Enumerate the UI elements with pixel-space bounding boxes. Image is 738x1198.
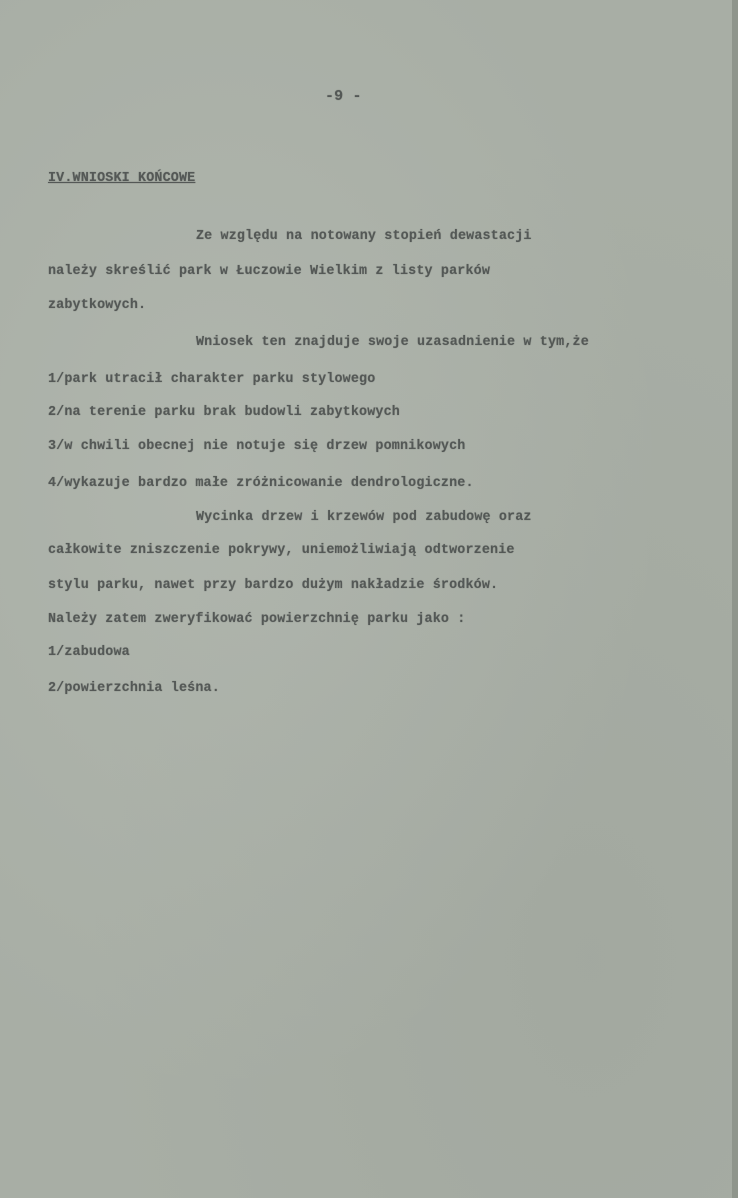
text-line: zabytkowych. <box>48 298 147 313</box>
section-heading: IV.WNIOSKI KOŃCOWE <box>48 171 196 186</box>
list-item: 3/w chwili obecnej nie notuje się drzew pomnikowych <box>48 439 466 454</box>
text-line: Należy zatem zweryfikować powierzchnię parku jako : <box>48 612 466 627</box>
text-line: Ze względu na notowany stopień dewastacji <box>196 229 532 244</box>
page-number: -9 - <box>325 88 362 105</box>
text-line: całkowite zniszczenie pokrywy, uniemożliwiają odtworzenie <box>48 543 515 558</box>
list-item: 1/zabudowa <box>48 645 130 660</box>
list-item: 1/park utracił charakter parku stylowego <box>48 372 376 387</box>
text-line: stylu parku, nawet przy bardzo dużym nakładzie środków. <box>48 578 499 593</box>
text-line: Wniosek ten znajduje swoje uzasadnienie w tym,że <box>196 335 589 350</box>
list-item: 2/na terenie parku brak budowli zabytkowych <box>48 405 400 420</box>
text-line: należy skreślić park w Łuczowie Wielkim z listy parków <box>48 264 491 279</box>
list-item: 4/wykazuje bardzo małe zróżnicowanie dendrologiczne. <box>48 476 474 491</box>
page-edge <box>732 0 738 1198</box>
text-line: Wycinka drzew i krzewów pod zabudowę oraz <box>196 510 532 525</box>
list-item: 2/powierzchnia leśna. <box>48 681 220 696</box>
